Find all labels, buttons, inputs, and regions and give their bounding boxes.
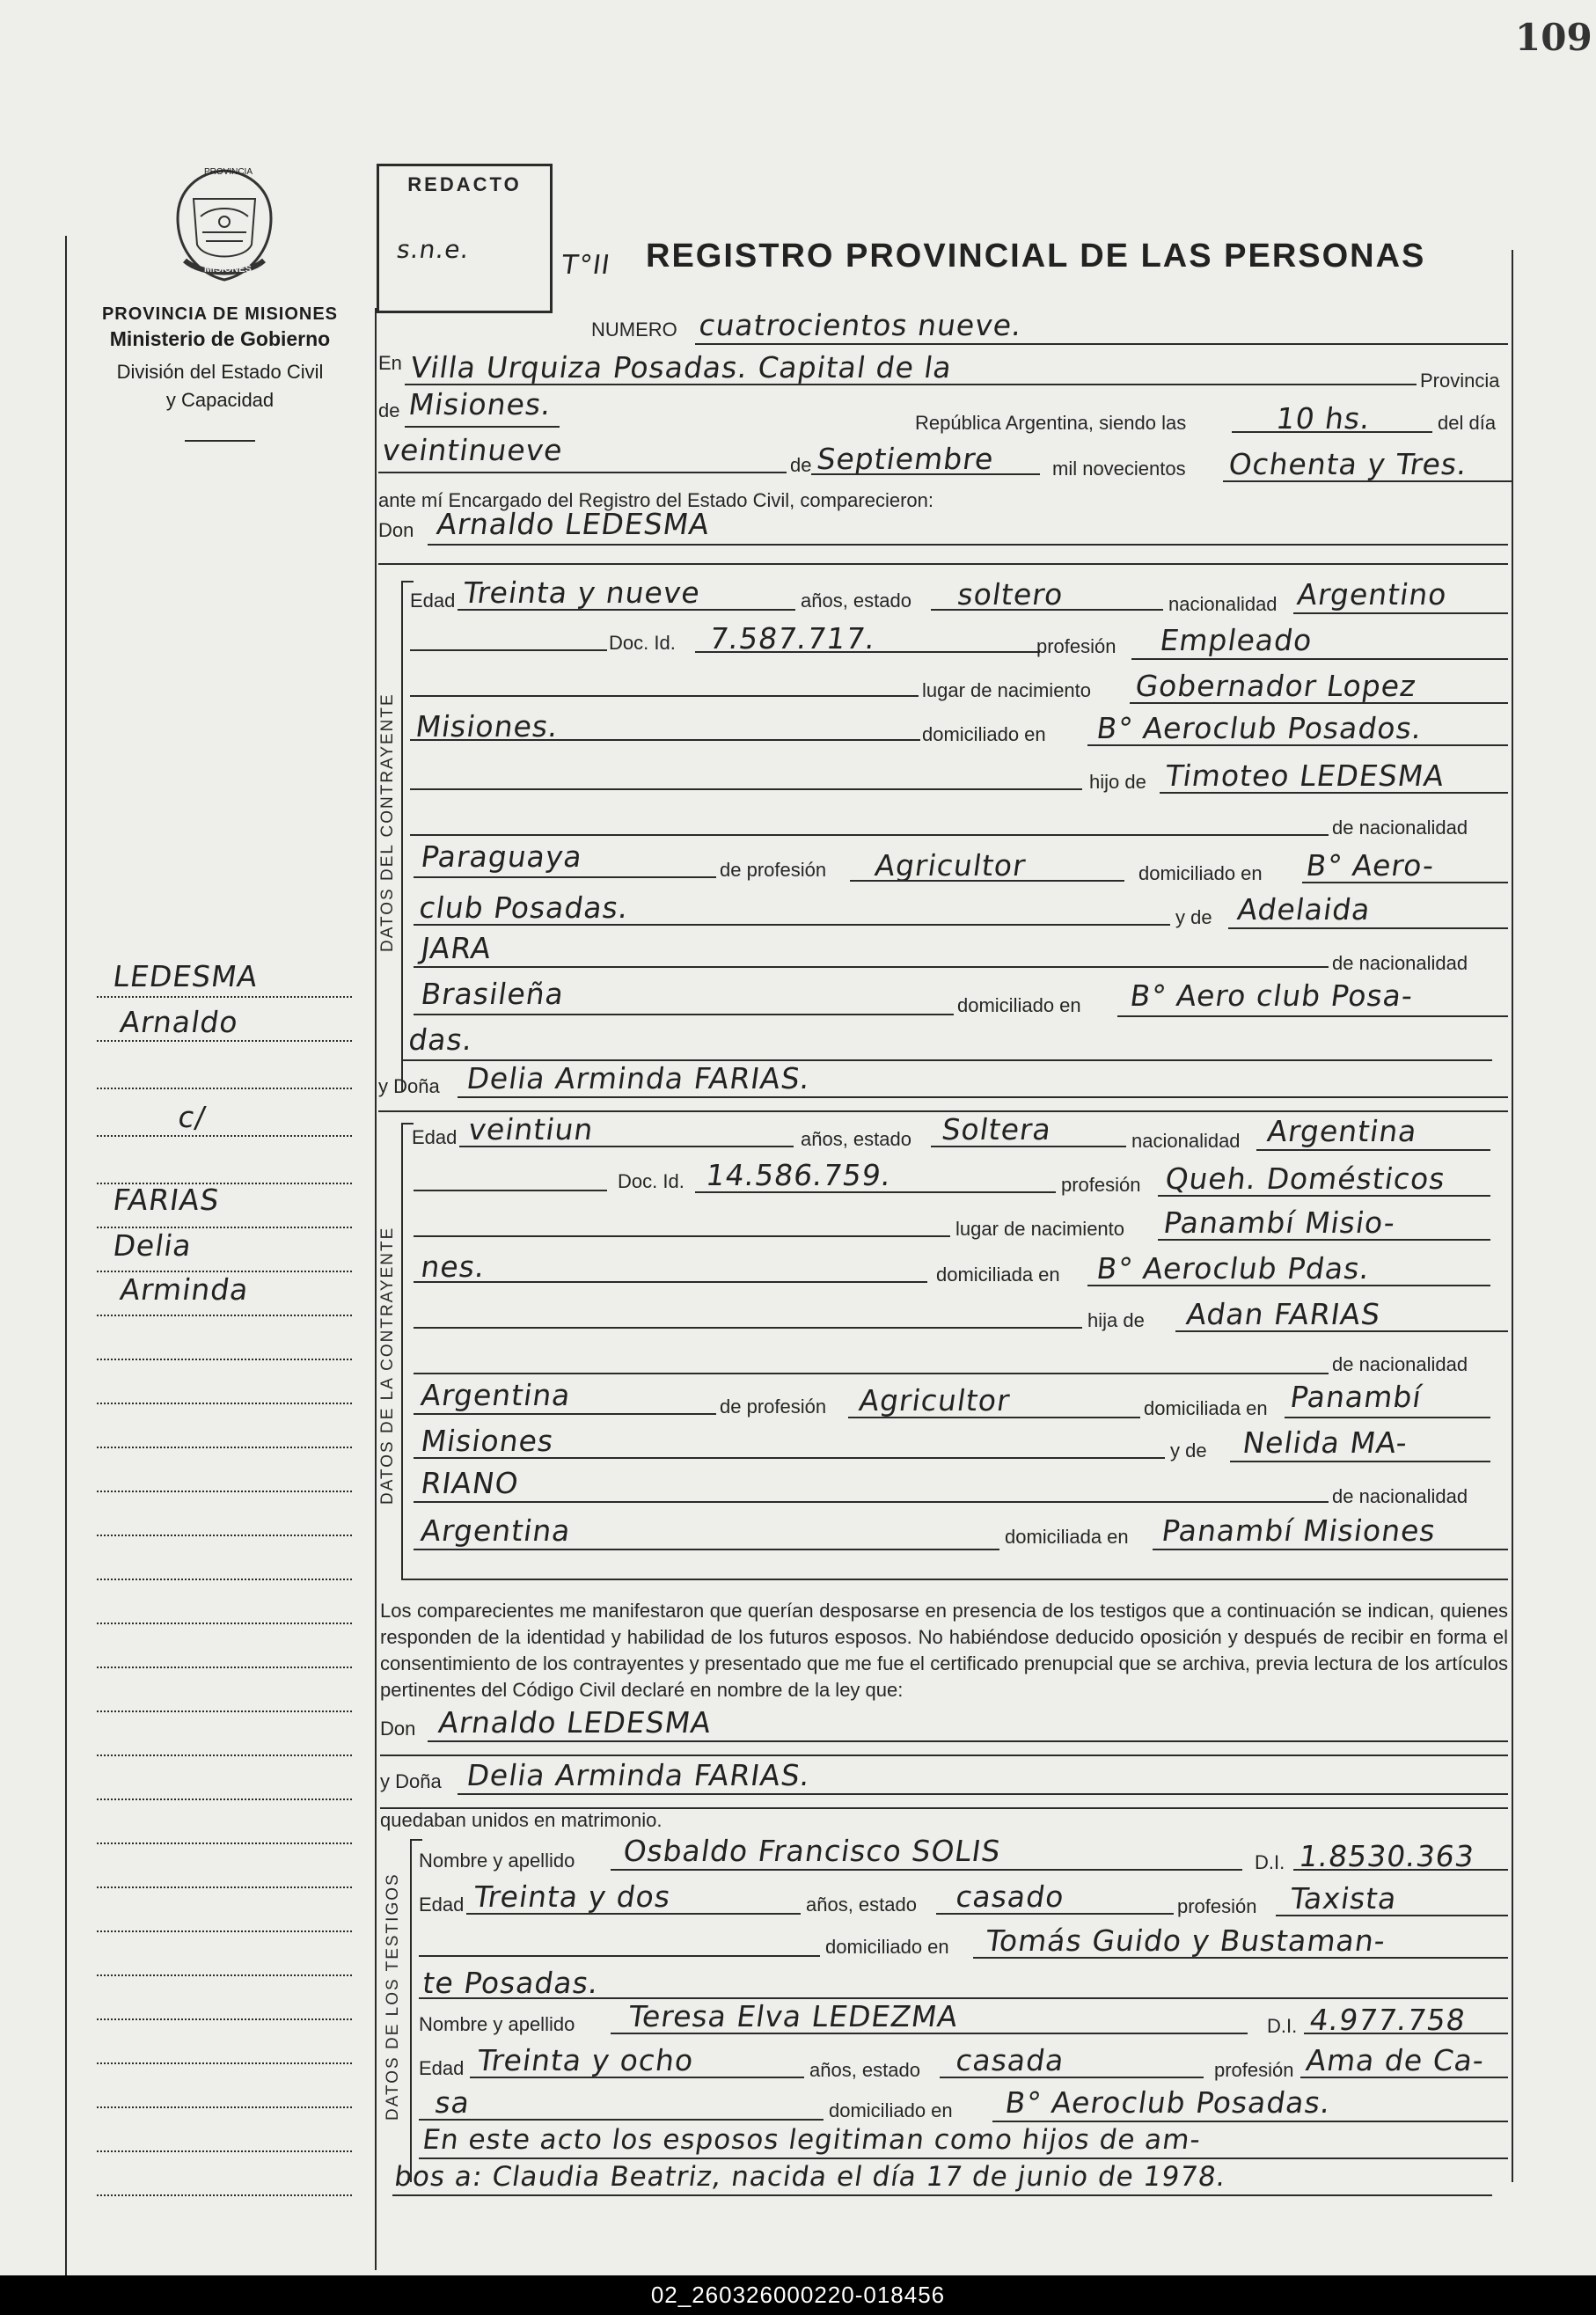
nombre-label-t2: Nombre y apellido <box>419 2013 575 2035</box>
provincia-label: Provincia <box>1420 370 1500 392</box>
provincia-value: Misiones. <box>406 387 554 421</box>
mes-value: Septiembre <box>815 442 997 476</box>
domiciliado-label-m3: domiciliado en <box>957 994 1081 1016</box>
contrayente-padre: Timoteo LEDESMA <box>1163 758 1447 793</box>
margin-dot <box>97 1040 352 1042</box>
dona-line <box>458 1096 1508 1098</box>
testigo2-dom-pre-line <box>419 2119 824 2121</box>
don-line-2 <box>378 563 1508 565</box>
hija-de-label: hija de <box>1087 1309 1145 1331</box>
contrayente-f-madre-nac: Argentina <box>419 1513 574 1548</box>
nota-line-1-rule <box>419 2157 1508 2159</box>
domiciliado-label-t1: domiciliado en <box>825 1936 949 1958</box>
contrayente-bracket <box>401 581 403 1091</box>
anio-line <box>1223 480 1512 482</box>
quedaban-text: quedaban unidos en matrimonio. <box>380 1809 663 1831</box>
y-de-label-m: y de <box>1175 906 1212 928</box>
madre-dom-line-f <box>1153 1549 1508 1550</box>
contrayente-f-nacionalidad: Argentina <box>1265 1114 1420 1148</box>
provincia-line <box>405 426 560 428</box>
margin-dot <box>97 1359 352 1360</box>
de-label: de <box>378 399 400 421</box>
contrayente-f-lugarnac-1: Panambí Misio- <box>1161 1205 1398 1240</box>
margin-dot <box>97 1799 352 1800</box>
lugarnac-pre-line-m <box>410 695 919 697</box>
profesion-line-m <box>1131 658 1508 660</box>
contrayente-f-doc: 14.586.759. <box>704 1158 894 1192</box>
madre-dom-line-m <box>1117 1015 1508 1017</box>
testigo1-edad: Treinta y dos <box>472 1879 674 1914</box>
margin-dot <box>97 2062 352 2064</box>
hija-pre-line <box>414 1327 1082 1329</box>
testigos-bracket <box>410 1839 412 2182</box>
contrayente-nombre: Arnaldo LEDESMA <box>435 507 713 541</box>
domiciliado-label-t2: domiciliado en <box>829 2099 953 2121</box>
contrayente-f-madre-1: Nelida MA- <box>1241 1425 1410 1460</box>
contrayente-madre-1: Adelaida <box>1235 892 1373 927</box>
republica-label: República Argentina, siendo las <box>915 412 1187 434</box>
margin-dot <box>97 2194 352 2196</box>
testigo1-domicilio-1: Tomás Guido y Bustaman- <box>984 1923 1388 1958</box>
padre-nac-line-f <box>414 1413 716 1415</box>
testigo2-profesion: Ama de Ca- <box>1304 2043 1487 2077</box>
profesion-label-t2: profesión <box>1214 2059 1294 2081</box>
margin-dot <box>97 1755 352 1756</box>
contrayente-madre-dom-2: das. <box>406 1022 476 1057</box>
testigo1-profesion: Taxista <box>1288 1881 1400 1916</box>
contrayente-domicilio: B° Aeroclub Posados. <box>1095 711 1425 745</box>
anios-estado-label-f: años, estado <box>801 1128 911 1150</box>
margin-dot <box>97 1315 352 1316</box>
madre-nac-line-m <box>414 1014 954 1015</box>
edad-label-f: Edad <box>412 1126 458 1148</box>
contrayente-f-estado: Soltera <box>940 1112 1054 1147</box>
testigo2-profesion-2: sa <box>433 2085 472 2120</box>
contrayente-f-padre-prof: Agricultor <box>857 1383 1013 1418</box>
contrayente-padre-dom-2: club Posadas. <box>417 890 632 925</box>
profesion-label-f: profesión <box>1061 1174 1141 1196</box>
contrayente-f-profesion: Queh. Domésticos <box>1163 1161 1448 1196</box>
estado-line-f <box>931 1146 1126 1147</box>
hora-value: 10 hs. <box>1274 401 1373 436</box>
edad-line-f <box>459 1146 794 1147</box>
profesion-label-t1: profesión <box>1177 1895 1257 1917</box>
padre-line-m <box>1160 792 1508 794</box>
contrayente-padre-dom-1: B° Aero- <box>1304 848 1437 883</box>
margin-dot <box>97 1491 352 1492</box>
contrayente-madre-2: JARA <box>419 931 494 965</box>
margin-dot <box>97 996 352 998</box>
madre-line-f <box>1230 1461 1490 1462</box>
contrayente-f-bracket-top <box>401 1123 414 1125</box>
margin-name-3: c/ <box>176 1100 209 1134</box>
header-division-1: División del Estado Civil <box>116 361 324 383</box>
don-label: Don <box>378 519 414 541</box>
seal-bottom-text: MISIONES <box>204 264 252 275</box>
padre-dom2-line-f <box>414 1457 1165 1459</box>
profesion-line-f <box>1158 1195 1490 1197</box>
contrayente-estado: soltero <box>955 577 1066 612</box>
estado-line-m <box>931 609 1163 611</box>
y-de-label-f: y de <box>1170 1440 1207 1462</box>
hijo-pre-line <box>410 788 1082 790</box>
margin-dot <box>97 1447 352 1448</box>
margin-dot <box>97 1667 352 1668</box>
redacto-box <box>377 164 553 313</box>
anios-estado-label-t2: años, estado <box>809 2059 920 2081</box>
testigo1-di: 1.8530.363 <box>1297 1839 1477 1873</box>
madre2-line-f <box>414 1501 1329 1503</box>
testigo1-nombre-line <box>611 1869 1242 1871</box>
contrayente-f-padre: Adan FARIAS <box>1184 1297 1383 1331</box>
testigo1-nombre: Osbaldo Francisco SOLIS <box>621 1834 1004 1868</box>
contrayente-lugarnac-2: Misiones. <box>414 709 561 744</box>
conyuge-don-line-2 <box>380 1755 1508 1756</box>
page-number: 109 <box>1515 16 1592 59</box>
header-ministry: Ministerio de Gobierno <box>109 327 331 350</box>
lugarnac-label-m: lugar de nacimiento <box>922 679 1092 701</box>
padre-line-f <box>1175 1330 1508 1332</box>
padre-prof-line-f <box>848 1417 1140 1418</box>
nacionalidad-line-f <box>1256 1149 1490 1151</box>
testigo2-domicilio: B° Aeroclub Posadas. <box>1003 2085 1334 2120</box>
numero-line <box>695 343 1508 345</box>
margin-dot <box>97 2018 352 2020</box>
testigo2-nombre-line <box>611 2033 1248 2034</box>
de-nacionalidad-label-f2: de nacionalidad <box>1332 1485 1468 1507</box>
dia-value: veintinueve <box>380 433 566 467</box>
nacionalidad-line-m <box>1293 612 1508 614</box>
testigo1-dom-pre-line <box>419 1955 820 1957</box>
margin-dot <box>97 1403 352 1404</box>
margin-name-5: Delia <box>111 1228 194 1263</box>
footer-code: 02_260326000220-018456 <box>650 2282 946 2308</box>
contrayente-f-madre-dom: Panambí Misiones <box>1160 1513 1439 1548</box>
nacionalidad-label-f: nacionalidad <box>1131 1130 1241 1152</box>
margin-dot <box>97 1930 352 1932</box>
lugarnac-line-m <box>1130 702 1508 704</box>
domiciliada-label-f3: domiciliada en <box>1005 1526 1129 1548</box>
doc-pre-line-f <box>414 1190 607 1191</box>
testigo2-edad: Treinta y ocho <box>475 2043 697 2077</box>
margin-dot <box>97 1135 352 1137</box>
seal-top-text: PROVINCIA <box>204 167 253 177</box>
contrayente-f-lugarnac-2: nes. <box>419 1249 488 1284</box>
margin-dot <box>97 1535 352 1536</box>
edad-label-t1: Edad <box>419 1894 465 1916</box>
contrayente-profesion: Empleado <box>1158 623 1315 657</box>
doc-pre-line-m <box>410 649 607 651</box>
testigo2-domicilio-line <box>992 2121 1508 2122</box>
testigo1-domicilio-2: te Posadas. <box>421 1966 602 2000</box>
edad-line-m <box>458 609 795 611</box>
contrayente-lugarnac-1: Gobernador Lopez <box>1133 669 1419 703</box>
contrayente-madre-nac: Brasileña <box>419 977 567 1011</box>
testigo2-nombre: Teresa Elva LEDEZMA <box>626 1999 961 2033</box>
testigo1-domicilio-line <box>973 1957 1508 1959</box>
testigo1-estado-line <box>936 1913 1174 1915</box>
header-rule <box>185 440 255 442</box>
header-division-2: y Capacidad <box>165 389 275 411</box>
conyuge-don-line <box>428 1740 1508 1742</box>
margin-dot <box>97 1579 352 1580</box>
margin-dot <box>97 2150 352 2152</box>
margin-dot <box>97 1974 352 1976</box>
margin-name-6: Arminda <box>118 1272 252 1307</box>
anios-estado-label-m: años, estado <box>801 590 911 612</box>
domicilio-line-m <box>1087 744 1508 746</box>
margin-dot <box>97 1711 352 1712</box>
de-profesion-label-f1: de profesión <box>720 1396 827 1418</box>
dona-label-2: y Doña <box>380 1770 442 1792</box>
lugarnac-pre-line-f <box>414 1235 950 1237</box>
redacto-label: REDACTO <box>407 173 522 195</box>
contrayente-f-bracket <box>401 1123 403 1580</box>
domicilio-line-f <box>1087 1285 1490 1286</box>
conyuge-don: Arnaldo LEDESMA <box>436 1705 714 1740</box>
padre-nac-pre-line-m <box>410 834 1329 836</box>
del-dia-label: del día <box>1438 412 1497 434</box>
numero-label: NUMERO <box>591 319 677 341</box>
document-title: REGISTRO PROVINCIAL DE LAS PERSONAS <box>646 238 1426 275</box>
padre-dom-line-m <box>1302 882 1508 883</box>
section-f-bottom-line <box>401 1579 1508 1580</box>
contrayente-f-nombre: Delia Arminda FARIAS. <box>465 1061 813 1095</box>
nombre-label-t1: Nombre y apellido <box>419 1850 575 1872</box>
numero-value: cuatrocientos nueve. <box>697 308 1025 342</box>
edad-label-t2: Edad <box>419 2057 465 2079</box>
padre-nac-pre-line-f <box>414 1373 1329 1374</box>
domiciliada-label-f: domiciliada en <box>936 1264 1060 1286</box>
margin-name-2: Arnaldo <box>118 1005 241 1039</box>
contrayente-nacionalidad: Argentino <box>1295 577 1450 612</box>
testigo2-estado: casada <box>954 2043 1067 2077</box>
testigos-bracket-top <box>410 1839 422 1841</box>
domiciliado-label-m2: domiciliado en <box>1138 862 1263 884</box>
margin-dot <box>97 1886 352 1888</box>
testigo2-edad-line <box>470 2077 804 2078</box>
doc-label-m: Doc. Id. <box>609 632 676 654</box>
margin-dot <box>97 1623 352 1624</box>
testigos-side-label: DATOS DE LOS TESTIGOS <box>384 1872 402 2121</box>
anio-value: Ochenta y Tres. <box>1226 447 1470 481</box>
testigo2-di-line <box>1304 2033 1508 2034</box>
testigo1-profesion-line <box>1276 1915 1508 1916</box>
testigo1-domicilio2-line <box>419 1997 1508 1999</box>
lugarnac-label-f: lugar de nacimiento <box>955 1218 1125 1240</box>
hijo-de-label: hijo de <box>1089 771 1146 793</box>
contrayente-edad: Treinta y nueve <box>461 575 703 610</box>
testigo2-estado-line <box>940 2077 1204 2078</box>
di-label-t1: D.I. <box>1255 1851 1285 1873</box>
lugarnac-line-f <box>1158 1239 1490 1241</box>
contrayente-side-label: DATOS DEL CONTRAYENTE <box>378 692 397 952</box>
contrayente-f-side-label-text: DATOS DE LA CONTRAYENTE <box>378 1226 397 1505</box>
hora-line <box>1232 431 1432 433</box>
margin-name-4: FARIAS <box>111 1183 223 1217</box>
conyuge-dona: Delia Arminda FARIAS. <box>465 1758 813 1792</box>
anios-estado-label-t1: años, estado <box>806 1894 917 1916</box>
margin-dot <box>97 1842 352 1844</box>
contrayente-padre-prof: Agricultor <box>873 848 1029 883</box>
doc-label-f: Doc. Id. <box>618 1170 685 1192</box>
en-label: En <box>378 352 402 374</box>
nota-line-1: En este acto los esposos legitiman como hijos de am- <box>421 2124 1204 2156</box>
profesion-label-m: profesión <box>1036 635 1116 657</box>
footer-bar <box>0 2275 1596 2315</box>
doc-line-m <box>695 651 1040 653</box>
nota-line-2: bos a: Claudia Beatriz, nacida el día 17 de junio de 1978. <box>392 2161 1228 2193</box>
contrayente-f-madre-2: RIANO <box>419 1466 522 1500</box>
de-nacionalidad-label-m2: de nacionalidad <box>1332 952 1468 974</box>
margin-name-1: LEDESMA <box>111 959 260 993</box>
left-margin-border <box>65 236 67 2286</box>
declaracion-text: Los comparecientes me manifestaron que querían desposarse en presencia de los testigos que a continuación se indican, quienes responden de la identidad y habilidad de los futuros esposos. No habiéndose deducido oposición y después de recibir en forma el consentimiento de los contrayentes y presentado que me fue el certificado prenupcial que se archiva, previa lectura de los artículos pertinentes del Código Civil declaré en nombre de la ley que: <box>380 1600 1508 1701</box>
lugar-line <box>405 384 1417 385</box>
don-line <box>428 544 1508 546</box>
tomo-mark: T°II <box>560 250 612 281</box>
margin-dot <box>97 2106 352 2108</box>
contrayente-f-padre-dom-2: Misiones <box>419 1424 557 1458</box>
content-left-border <box>375 308 377 2270</box>
domiciliada-label-f2: domiciliada en <box>1144 1397 1268 1419</box>
header-province: PROVINCIA DE MISIONES <box>101 304 339 324</box>
contrayente-doc: 7.587.717. <box>707 621 878 656</box>
margin-dot <box>97 1088 352 1089</box>
testigo1-estado: casado <box>954 1879 1067 1914</box>
contrayente-padre-nac: Paraguaya <box>419 839 585 874</box>
contrayente-madre-dom-1: B° Aero club Posa- <box>1128 978 1416 1013</box>
de-nacionalidad-label-f1: de nacionalidad <box>1332 1353 1468 1375</box>
domiciliado-label-m: domiciliado en <box>922 723 1046 745</box>
conyuge-dona-line <box>458 1793 1508 1795</box>
contrayente-f-edad: veintiun <box>466 1112 597 1147</box>
testigo2-di: 4.977.758 <box>1307 2003 1468 2037</box>
provincial-seal <box>167 164 282 287</box>
doc-line-f <box>695 1191 1056 1193</box>
contrayente-bracket-top <box>401 581 414 582</box>
dona-label: y Doña <box>378 1075 440 1097</box>
content-right-border <box>1512 250 1513 2182</box>
mes-line <box>811 473 1040 475</box>
padre-dom-line-f <box>1285 1417 1490 1418</box>
nota-line-2-rule <box>392 2194 1492 2196</box>
contrayente-f-padre-dom-1: Panambí <box>1288 1380 1424 1414</box>
madre-nac-line-f <box>414 1549 999 1550</box>
padre-prof-line-m <box>850 880 1124 882</box>
testigo2-profesion-line <box>1300 2077 1508 2078</box>
don-label-2: Don <box>380 1718 416 1740</box>
lugarnac2-line-f <box>414 1281 927 1283</box>
mes-de-label: de <box>790 454 812 476</box>
lugar-value: Villa Urquiza Posadas. Capital de la <box>408 350 955 385</box>
contrayente-f-domicilio: B° Aeroclub Pdas. <box>1095 1251 1373 1286</box>
lugarnac2-line-m <box>410 739 920 741</box>
padre-dom2-line-m <box>414 924 1170 926</box>
de-profesion-label-m1: de profesión <box>720 859 827 881</box>
mil-novecientos-label: mil novecientos <box>1052 458 1186 480</box>
padre-nac-line-m <box>414 876 716 878</box>
testigo1-edad-line <box>466 1913 801 1915</box>
madre-line-m <box>1228 927 1508 929</box>
nacionalidad-label-m: nacionalidad <box>1168 593 1278 615</box>
contrayente-f-padre-nac: Argentina <box>419 1378 574 1412</box>
di-label-t2: D.I. <box>1267 2015 1298 2037</box>
dia-line <box>378 472 787 473</box>
comparecieron-text: ante mí Encargado del Registro del Estado Civil, comparecieron: <box>378 489 933 511</box>
testigo1-di-line <box>1293 1869 1508 1871</box>
edad-label-m: Edad <box>410 590 456 612</box>
madre2-line-m <box>414 966 1329 968</box>
redacto-value: s.n.e. <box>395 235 472 264</box>
de-nacionalidad-label-m1: de nacionalidad <box>1332 817 1468 839</box>
